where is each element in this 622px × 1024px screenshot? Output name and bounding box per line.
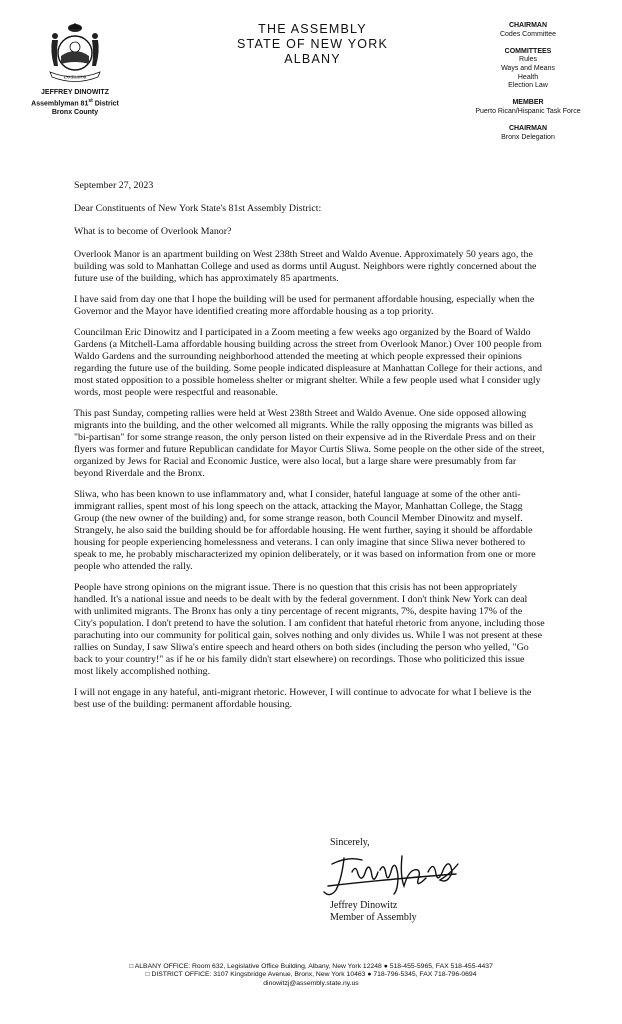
assembly-heading xyxy=(210,22,415,67)
chairman-delegation-group: CHAIRMAN Bronx Delegation xyxy=(501,125,555,141)
member-title: Assemblyman 81st District xyxy=(31,98,119,108)
signer-block xyxy=(330,900,417,924)
salutation: Dear Constituents of New York State's 81st Assembly District: xyxy=(74,203,322,214)
heading-line-1: THE ASSEMBLY xyxy=(258,22,367,36)
chairman-group: CHAIRMAN Codes Committee xyxy=(499,22,557,38)
member-county: Bronx County xyxy=(51,109,99,117)
handwritten-signature xyxy=(318,850,468,900)
letter-body xyxy=(74,180,546,720)
paragraph: Sliwa, who has been known to use inflammatory and, what I consider, hateful language at some of the other anti-immigrant rallies, spent most of his long speech on the attack, attacking the Mayor, Manhattan College, the Stagg Group (the new owner of the building) and, for some strange reason, both Council Member Dinowitz and myself. Strangely, he also said the building should be for affordable housing. He went further, saying it should be affordable housing for people experiencing homelessness and veterans. I can only imagine that since Sliwa never bothered to speak to me, he probably mischaracterized my opinion deliberately, or it was based on information from one or more people who attended the rally. xyxy=(74,489,536,572)
albany-office: □ ALBANY OFFICE: Room 632, Legislative Office Building, Albany, New York 12248 ● 518-455-5965, FAX 518-455-4437 xyxy=(129,963,493,970)
paragraph: I have said from day one that I hope the building will be used for permanent affordable housing, especially when the Governor and the Mayor have identified creating more affordable housing as a top priority. xyxy=(74,294,535,317)
paragraph: People have strong opinions on the migrant issue. There is no question that this crisis has not been appropriately handled. It's a national issue and needs to be dealt with by the federal government. I don't think New York can deal with unlimited migrants. The Bronx has only a tiny percentage of recent migrants, 7%, despite having 17% of the City's population. I don't pretend to have the solution. I am confident that hateful rhetoric from anyone, including those parachuting into our community for political gain, solves nothing and only divides us. While I was not present at these rallies on Sunday, I saw Sliwa's entire speech and heard others on both sides (including the person who yelled, "Go back to your country!" as if he or his family didn't start elsewhere) on recordings. Those who politicized this issue most likely accomplished nothing. xyxy=(74,582,545,677)
paragraph: This past Sunday, competing rallies were held at West 238th Street and Waldo Avenue. One side opposed allowing migrants into the building, and the other welcomed all migrants. While the rally opposing the migrants was billed as "bi-partisan" for some strange reason, the only person listed on their expensive ad in the Riverdale Press and on their flyers was former and future Republican candidate for Mayor Curtis Sliwa. Some people on the other side of the street, organized by Jews for Racial and Economic Justice, were also local, but a large share were presumably from far beyond Riverdale and the Bronx. xyxy=(74,408,545,479)
member-info xyxy=(22,88,128,117)
svg-text:EXCELSIOR: EXCELSIOR xyxy=(63,74,87,80)
email-address: dinowitzj@assembly.state.ny.us xyxy=(263,979,359,987)
member-group: MEMBER Puerto Rican/Hispanic Task Force xyxy=(475,99,581,115)
new-york-state-seal xyxy=(44,20,106,84)
paragraph: I will not engage in any hateful, anti-migrant rhetoric. However, I will continue to advocate for what I believe is the best use of the building: permanent affordable housing. xyxy=(74,687,532,710)
heading-line-3: ALBANY xyxy=(284,52,341,66)
district-office: □ DISTRICT OFFICE: 3107 Kingsbridge Avenue, Bronx, New York 10463 ● 718-796-5345, FAX 718-796-0694 xyxy=(145,971,477,979)
question-line: What is to become of Overlook Manor? xyxy=(74,226,232,237)
office-footer xyxy=(40,963,582,988)
committees-group: COMMITTEES Rules Ways and Means Health Election Law xyxy=(501,47,555,90)
signer-name: Jeffrey Dinowitz xyxy=(330,900,398,911)
paragraph: Overlook Manor is an apartment building on West 238th Street and Waldo Avenue. Approximately 50 years ago, the building was sold to Manhattan College and used as dorms until August. Neighbors were rightly concerned about the future use of the building, which has approximately 85 apartments. xyxy=(74,249,537,284)
paragraph: Councilman Eric Dinowitz and I participated in a Zoom meeting a few weeks ago organized by the Board of Waldo Gardens (a Mitchell-Lama affordable housing building across the street from Overlook Manor.) Over 100 people from Waldo Gardens and the surrounding neighborhood attended the meeting at which people expressed their opinions regarding the future use of the building. Some people indicated displeasure at Manhattan College for their actions, and most stated opposition to a possible homeless shelter or migrant shelter. While a few people used what I consider ugly words, most people were respectful and reasonable. xyxy=(74,327,543,398)
heading-line-2: STATE OF NEW YORK xyxy=(237,37,388,51)
committee-list xyxy=(448,22,608,151)
closing: Sincerely, xyxy=(330,837,370,848)
letter-date: September 27, 2023 xyxy=(74,180,154,191)
signer-title: Member of Assembly xyxy=(330,912,417,923)
member-name: JEFFREY DINOWITZ xyxy=(41,89,109,96)
